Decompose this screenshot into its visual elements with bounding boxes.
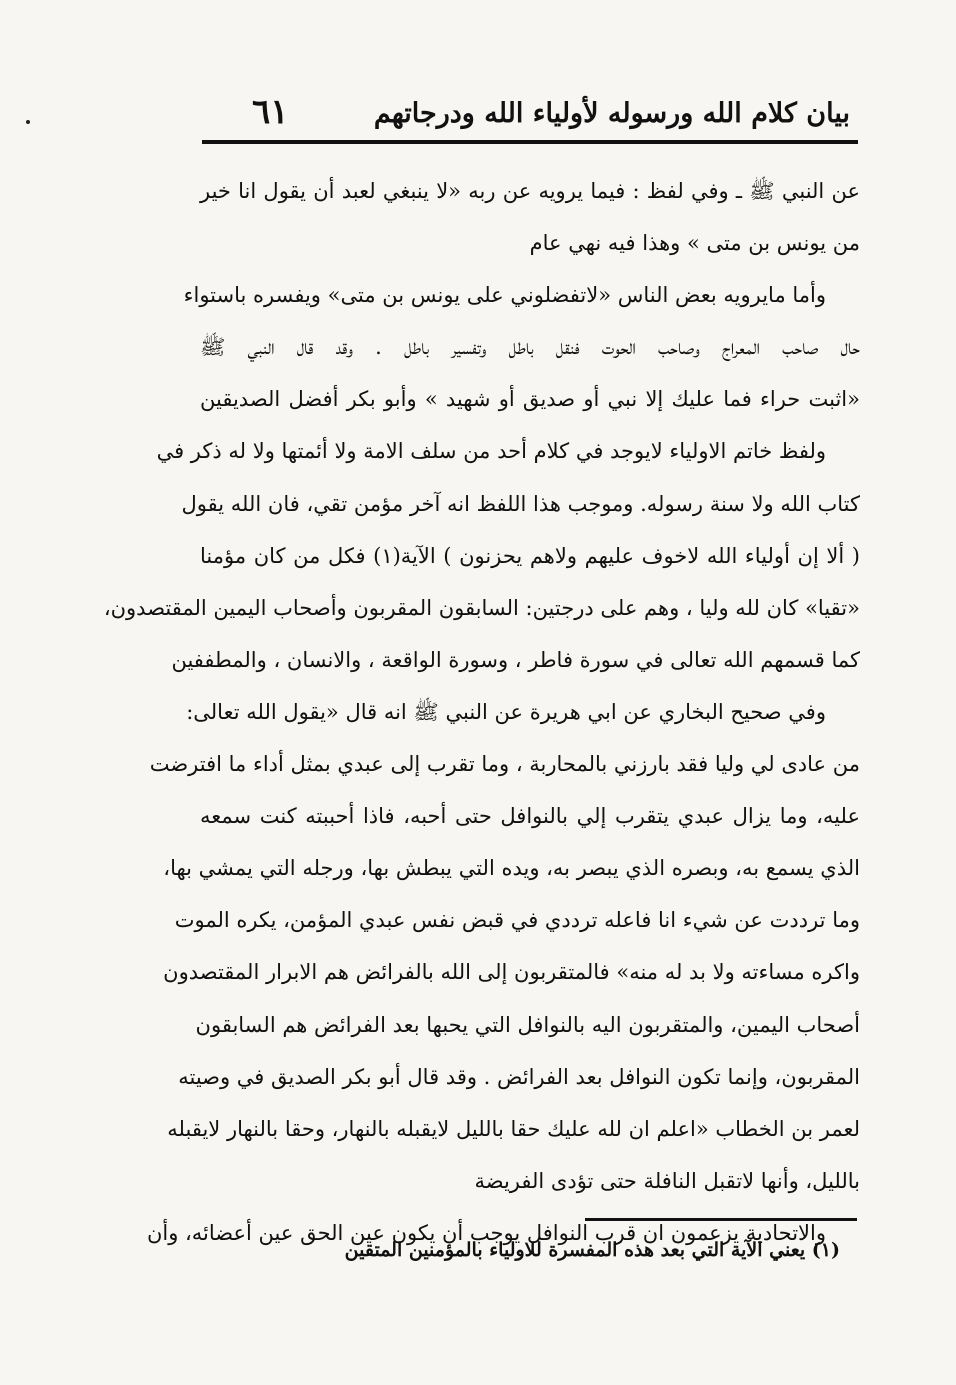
text-line: والاتحادية يزعمون ان قرب النوافل يوجب أن يكون عين الحق عين أعضائه، وأن	[146, 1220, 826, 1245]
header-title: بيان كلام الله ورسوله لأولياء الله ودرجاتهم	[373, 98, 850, 129]
text-line: أصحاب اليمين، والمتقربون اليه بالنوافل التي يحبها بعد الفرائض هم السابقون	[195, 1012, 860, 1037]
text-line: عن النبي ﷺ ـ وفي لفظ : فيما يرويه عن ربه «لا ينبغي لعبد أن يقول انا خير	[200, 179, 860, 203]
text-line: ( ألا إن أولياء الله لاخوف عليهم ولاهم يحزنون ) الآية(١) فكل من كان مؤمنا	[200, 543, 860, 568]
text-line: كتاب الله ولا سنة رسوله. وموجب هذا اللفظ انه آخر مؤمن تقي، فان الله يقول	[181, 491, 860, 516]
text-line: وفي صحيح البخاري عن ابي هريرة عن النبي ﷺ انه قال «يقول الله تعالى:	[186, 699, 826, 724]
text-line: الذي يسمع به، وبصره الذي يبصر به، ويده التي يبطش بها، ورجله التي يمشي بها،	[163, 856, 860, 881]
header-rule	[202, 140, 858, 144]
text-line: «اثبت حراء فما عليك إلا نبي أو صديق أو شهيد » وأبو بكر أفضل الصديقين	[200, 387, 860, 412]
running-header	[202, 88, 858, 138]
text-line: من يونس بن متى » وهذا فيه نهي عام	[529, 231, 860, 256]
text-line: من عادى لي وليا فقد بارزني بالمحاربة ، وما تقرب إلى عبدي بمثل أداء ما افترضت	[149, 752, 860, 777]
footnote-rule	[585, 1218, 857, 1221]
body-text	[103, 165, 860, 1259]
text-line: بالليل، وأنها لاتقبل النافلة حتى تؤدى الفريضة	[474, 1168, 860, 1193]
text-line: عليه، وما يزال عبدي يتقرب إلي بالنوافل حتى أحبه، فاذا أحببته كنت سمعه	[200, 804, 860, 829]
text-line: حال صاحب المعراج وصاحب الحوت فنقل باطل وتفسير باطل . وقد قال النبي ﷺ	[200, 335, 860, 360]
page-number: ٦١	[252, 92, 289, 132]
scan-speck	[26, 120, 30, 124]
text-line: ولفظ خاتم الاولياء لايوجد في كلام أحد من سلف الامة ولا أئمتها ولا له ذكر في	[156, 439, 826, 464]
text-line: وما ترددت عن شيء انا فاعله ترددي في قبض نفس عبدي المؤمن، يكره الموت	[174, 908, 860, 933]
text-line: واكره مساءته ولا بد له منه» فالمتقربون إلى الله بالفرائض هم الابرار المقتصدون	[163, 960, 860, 985]
text-line: لعمر بن الخطاب «اعلم ان لله عليك حقا بالليل لايقبله بالنهار، وحقا بالنهار لايقبله	[167, 1116, 860, 1141]
text-line: «تقيا» كان لله وليا ، وهم على درجتين: السابقون المقربون وأصحاب اليمين المقتصدون،	[103, 595, 860, 620]
text-line: كما قسمهم الله تعالى في سورة فاطر ، وسورة الواقعة ، والانسان ، والمطففين	[171, 647, 860, 672]
footnote: (١) يعني الآية التي بعد هذه المفسرة للاولياء بالمؤمنين المتقين	[344, 1239, 840, 1261]
text-line: وأما مايرويه بعض الناس «لاتفضلوني على يونس بن متى» ويفسره باستواء	[183, 283, 826, 308]
text-line: المقربون، وإنما تكون النوافل بعد الفرائض . وقد قال أبو بكر الصديق في وصيته	[178, 1064, 860, 1089]
